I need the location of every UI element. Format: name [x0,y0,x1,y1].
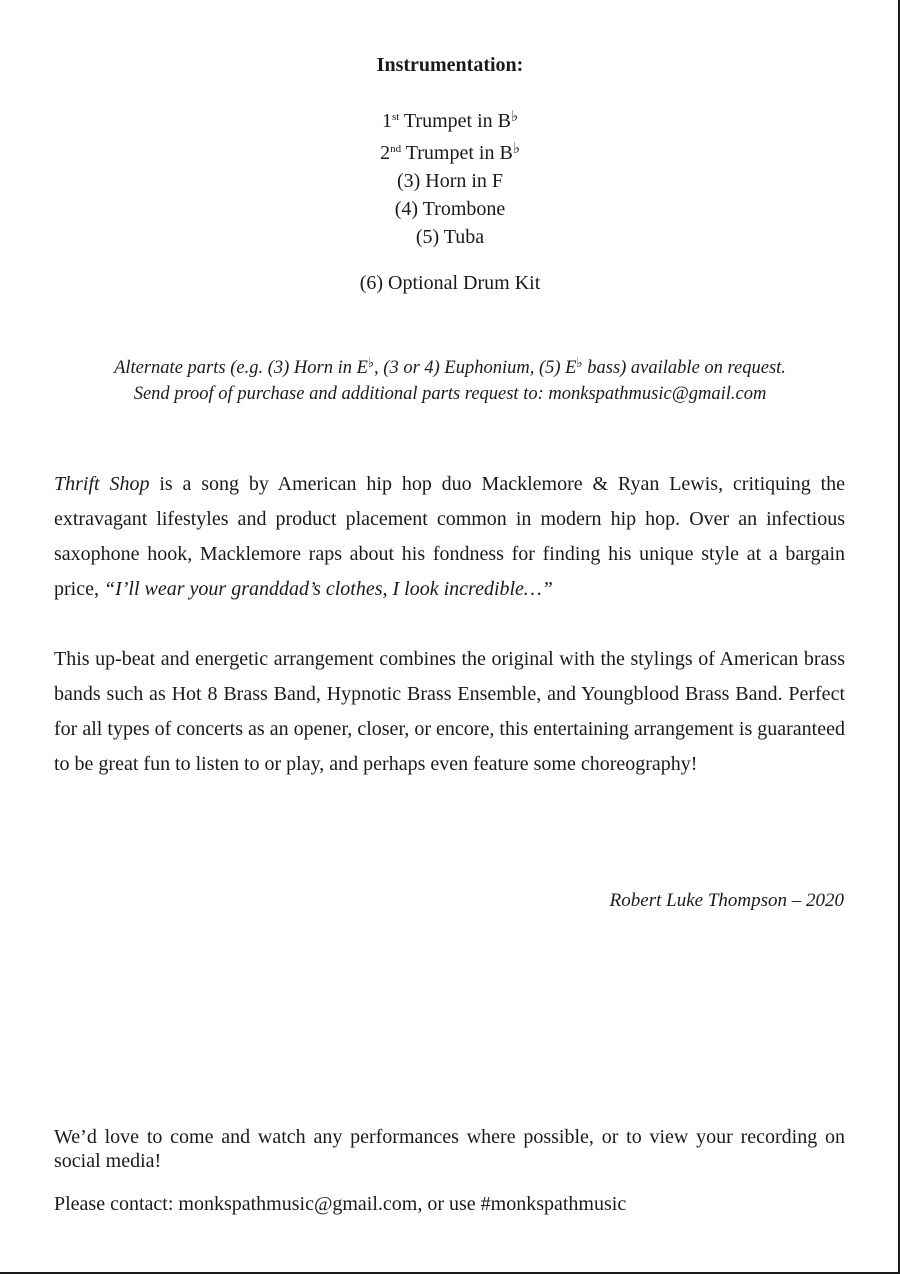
footer-contact: Please contact: monkspathmusic@gmail.com, or use #monkspathmusic [54,1193,627,1215]
alternate-parts-note [0,350,900,407]
description-paragraph-1: Thrift Shop is a song by American hip hop duo Macklemore & Ryan Lewis, critiquing the extravagant lifestyles and product placement common in modern hip hop. Over an infectious saxophone hook, Macklemore raps about his fondness for finding his unique style at a bargain price, “I’ll wear your granddad’s clothes, I look incredible…” [54,473,845,600]
optional-drum-kit: (6) Optional Drum Kit [359,272,541,294]
song-title: Thrift Shop [54,473,150,495]
instrument-item: 2nd Trumpet in B♭ [380,141,520,164]
footer-invitation: We’d love to come and watch any performances where possible, or to view your recording on social media! [54,1126,845,1172]
lyric-quote: “I’ll wear your granddad’s clothes, I look incredible…” [103,578,553,600]
alternate-line-1: Alternate parts (e.g. (3) Horn in E♭, (3 or 4) Euphonium, (5) E♭ bass) available on request. [114,355,786,378]
instrumentation-heading: Instrumentation: [376,54,524,76]
alternate-line-2: Send proof of purchase and additional parts request to: monkspathmusic@gmail.com [133,384,767,404]
author-signature: Robert Luke Thompson – 2020 [609,890,844,911]
instrument-list [0,103,900,251]
instrument-item: (4) Trombone [394,198,506,220]
description-paragraph-2: This up-beat and energetic arrangement combines the original with the stylings of American brass bands such as Hot 8 Brass Band, Hypnotic Brass Ensemble, and Youngblood Brass Band. Perfect for all types of concerts as an opener, closer, or encore, this entertaining arrangement is guaranteed to be great fun to listen to or play, and perhaps even feature some choreography! [54,648,845,775]
instrument-item: 1st Trumpet in B♭ [381,109,519,132]
instrument-item: (3) Horn in F [396,170,504,192]
instrument-item: (5) Tuba [415,226,485,248]
